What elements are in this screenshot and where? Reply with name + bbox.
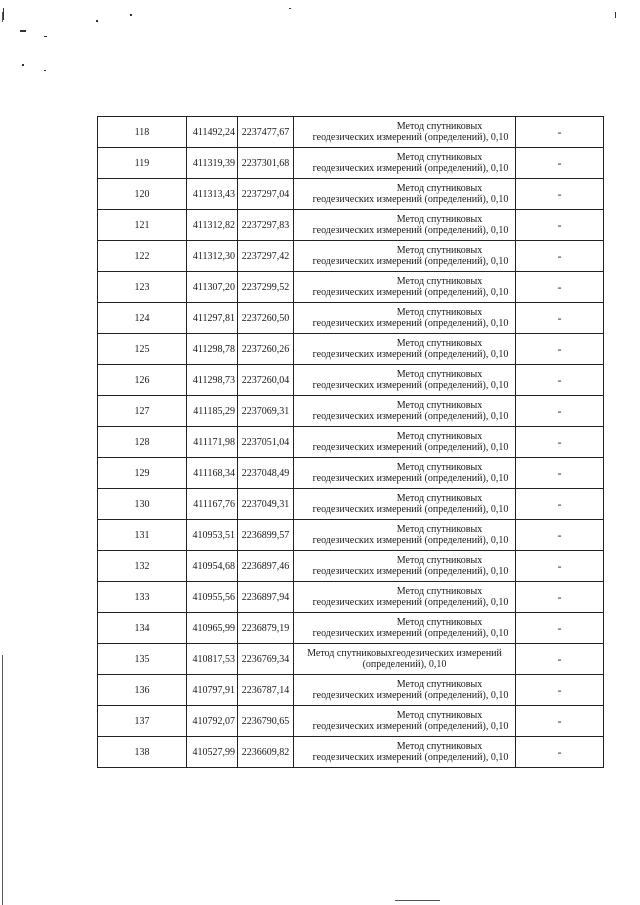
y-coordinate-cell: 2237477,67 xyxy=(238,117,294,148)
y-coordinate-cell: 2236879,19 xyxy=(238,613,294,644)
point-number-cell: 132 xyxy=(98,551,187,582)
table-row xyxy=(98,644,604,675)
x-coordinate-cell: 411312,82 xyxy=(187,210,238,241)
note-cell: - xyxy=(516,396,604,427)
point-number-cell: 128 xyxy=(98,427,187,458)
table-row xyxy=(98,458,604,489)
method-text-line: геодезических измерений (определений), 0,10 xyxy=(312,721,509,732)
table-row xyxy=(98,675,604,706)
table-row xyxy=(98,737,604,768)
method-text-line: геодезических измерений (определений), 0,10 xyxy=(312,628,509,639)
table-row xyxy=(98,117,604,148)
note-cell: - xyxy=(516,272,604,303)
y-coordinate-cell: 2237297,42 xyxy=(238,241,294,272)
method-text-line: Метод спутниковых xyxy=(396,524,483,535)
method-text-line: геодезических измерений (определений), 0,10 xyxy=(312,566,509,577)
note-cell: - xyxy=(516,179,604,210)
y-coordinate-cell: 2237260,50 xyxy=(238,303,294,334)
note-cell: - xyxy=(516,706,604,737)
method-text-line: Метод спутниковых xyxy=(396,214,483,225)
method-text-line: Метод спутниковых xyxy=(396,307,483,318)
coordinates-table xyxy=(97,116,604,768)
method-text-line: Метод спутниковых xyxy=(396,555,483,566)
method-text-line: геодезических измерений (определений), 0,10 xyxy=(312,225,509,236)
y-coordinate-cell: 2236897,46 xyxy=(238,551,294,582)
note-cell: - xyxy=(516,427,604,458)
method-text-line: Метод спутниковыхгеодезических измерений xyxy=(307,648,502,659)
x-coordinate-cell: 410955,56 xyxy=(187,582,238,613)
method-cell xyxy=(294,396,516,427)
table-row xyxy=(98,489,604,520)
method-cell xyxy=(294,303,516,334)
note-cell: - xyxy=(516,210,604,241)
y-coordinate-cell: 2236899,57 xyxy=(238,520,294,551)
note-cell: - xyxy=(516,303,604,334)
note-cell: - xyxy=(516,582,604,613)
table-row xyxy=(98,210,604,241)
table-row xyxy=(98,706,604,737)
x-coordinate-cell: 411168,34 xyxy=(187,458,238,489)
method-cell xyxy=(294,334,516,365)
table-row xyxy=(98,613,604,644)
x-coordinate-cell: 410817,53 xyxy=(187,644,238,675)
method-cell xyxy=(294,644,516,675)
note-cell: - xyxy=(516,675,604,706)
note-cell: - xyxy=(516,458,604,489)
point-number-cell: 130 xyxy=(98,489,187,520)
y-coordinate-cell: 2236790,65 xyxy=(238,706,294,737)
method-text-line: геодезических измерений (определений), 0,10 xyxy=(312,597,509,608)
point-number-cell: 125 xyxy=(98,334,187,365)
y-coordinate-cell: 2236787,14 xyxy=(238,675,294,706)
method-cell xyxy=(294,148,516,179)
point-number-cell: 124 xyxy=(98,303,187,334)
method-cell xyxy=(294,458,516,489)
method-text-line: (определений), 0,10 xyxy=(362,659,447,670)
y-coordinate-cell: 2237301,68 xyxy=(238,148,294,179)
note-cell: - xyxy=(516,551,604,582)
x-coordinate-cell: 411167,76 xyxy=(187,489,238,520)
method-text-line: Метод спутниковых xyxy=(396,338,483,349)
point-number-cell: 134 xyxy=(98,613,187,644)
method-cell xyxy=(294,427,516,458)
point-number-cell: 119 xyxy=(98,148,187,179)
x-coordinate-cell: 411319,39 xyxy=(187,148,238,179)
x-coordinate-cell: 411171,98 xyxy=(187,427,238,458)
x-coordinate-cell: 410965,99 xyxy=(187,613,238,644)
point-number-cell: 136 xyxy=(98,675,187,706)
y-coordinate-cell: 2236609,82 xyxy=(238,737,294,768)
note-cell: - xyxy=(516,644,604,675)
method-cell xyxy=(294,582,516,613)
y-coordinate-cell: 2237048,49 xyxy=(238,458,294,489)
method-text-line: геодезических измерений (определений), 0,10 xyxy=(312,752,509,763)
method-cell xyxy=(294,613,516,644)
method-text-line: геодезических измерений (определений), 0,10 xyxy=(312,411,509,422)
x-coordinate-cell: 410527,99 xyxy=(187,737,238,768)
point-number-cell: 127 xyxy=(98,396,187,427)
scan-edge-line xyxy=(2,655,3,905)
point-number-cell: 122 xyxy=(98,241,187,272)
y-coordinate-cell: 2236769,34 xyxy=(238,644,294,675)
table-row xyxy=(98,179,604,210)
method-text-line: геодезических измерений (определений), 0,10 xyxy=(312,535,509,546)
table-row xyxy=(98,551,604,582)
x-coordinate-cell: 411298,73 xyxy=(187,365,238,396)
method-text-line: геодезических измерений (определений), 0,10 xyxy=(312,380,509,391)
note-cell: - xyxy=(516,334,604,365)
y-coordinate-cell: 2237299,52 xyxy=(238,272,294,303)
point-number-cell: 123 xyxy=(98,272,187,303)
method-text-line: геодезических измерений (определений), 0,10 xyxy=(312,287,509,298)
table-row xyxy=(98,272,604,303)
scan-bottom-mark xyxy=(395,900,440,901)
y-coordinate-cell: 2237297,04 xyxy=(238,179,294,210)
method-text-line: геодезических измерений (определений), 0,10 xyxy=(312,442,509,453)
point-number-cell: 131 xyxy=(98,520,187,551)
method-text-line: Метод спутниковых xyxy=(396,121,483,132)
note-cell: - xyxy=(516,613,604,644)
y-coordinate-cell: 2237049,31 xyxy=(238,489,294,520)
method-cell xyxy=(294,241,516,272)
scan-edge-line xyxy=(2,12,3,22)
method-text-line: геодезических измерений (определений), 0,10 xyxy=(312,473,509,484)
method-cell xyxy=(294,117,516,148)
note-cell: - xyxy=(516,520,604,551)
table-row xyxy=(98,396,604,427)
point-number-cell: 135 xyxy=(98,644,187,675)
point-number-cell: 137 xyxy=(98,706,187,737)
table-row xyxy=(98,241,604,272)
point-number-cell: 138 xyxy=(98,737,187,768)
x-coordinate-cell: 411185,29 xyxy=(187,396,238,427)
point-number-cell: 129 xyxy=(98,458,187,489)
method-text-line: Метод спутниковых xyxy=(396,245,483,256)
method-text-line: Метод спутниковых xyxy=(396,400,483,411)
table-body xyxy=(98,117,604,768)
x-coordinate-cell: 411297,81 xyxy=(187,303,238,334)
method-text-line: Метод спутниковых xyxy=(396,276,483,287)
method-cell xyxy=(294,706,516,737)
note-cell: - xyxy=(516,365,604,396)
method-text-line: геодезических измерений (определений), 0,10 xyxy=(312,132,509,143)
x-coordinate-cell: 411492,24 xyxy=(187,117,238,148)
note-cell: - xyxy=(516,737,604,768)
method-text-line: Метод спутниковых xyxy=(396,741,483,752)
point-number-cell: 118 xyxy=(98,117,187,148)
method-text-line: Метод спутниковых xyxy=(396,431,483,442)
method-text-line: Метод спутниковых xyxy=(396,369,483,380)
note-cell: - xyxy=(516,117,604,148)
table-row xyxy=(98,427,604,458)
method-cell xyxy=(294,210,516,241)
method-text-line: Метод спутниковых xyxy=(396,462,483,473)
x-coordinate-cell: 411298,78 xyxy=(187,334,238,365)
note-cell: - xyxy=(516,148,604,179)
x-coordinate-cell: 411313,43 xyxy=(187,179,238,210)
method-cell xyxy=(294,737,516,768)
x-coordinate-cell: 411307,20 xyxy=(187,272,238,303)
point-number-cell: 133 xyxy=(98,582,187,613)
table-row xyxy=(98,148,604,179)
point-number-cell: 126 xyxy=(98,365,187,396)
x-coordinate-cell: 411312,30 xyxy=(187,241,238,272)
method-text-line: Метод спутниковых xyxy=(396,152,483,163)
table-row xyxy=(98,582,604,613)
y-coordinate-cell: 2236897,94 xyxy=(238,582,294,613)
point-number-cell: 120 xyxy=(98,179,187,210)
point-number-cell: 121 xyxy=(98,210,187,241)
method-text-line: Метод спутниковых xyxy=(396,679,483,690)
table-row xyxy=(98,303,604,334)
method-cell xyxy=(294,551,516,582)
method-text-line: Метод спутниковых xyxy=(396,493,483,504)
method-text-line: геодезических измерений (определений), 0,10 xyxy=(312,690,509,701)
x-coordinate-cell: 410954,68 xyxy=(187,551,238,582)
table-row xyxy=(98,365,604,396)
method-text-line: геодезических измерений (определений), 0,10 xyxy=(312,163,509,174)
method-text-line: Метод спутниковых xyxy=(396,183,483,194)
method-text-line: геодезических измерений (определений), 0,10 xyxy=(312,349,509,360)
method-cell xyxy=(294,179,516,210)
method-text-line: Метод спутниковых xyxy=(396,586,483,597)
y-coordinate-cell: 2237051,04 xyxy=(238,427,294,458)
y-coordinate-cell: 2237069,31 xyxy=(238,396,294,427)
method-cell xyxy=(294,272,516,303)
method-cell xyxy=(294,520,516,551)
note-cell: - xyxy=(516,241,604,272)
method-text-line: Метод спутниковых xyxy=(396,710,483,721)
method-text-line: геодезических измерений (определений), 0,10 xyxy=(312,194,509,205)
method-text-line: Метод спутниковых xyxy=(396,617,483,628)
method-cell xyxy=(294,365,516,396)
x-coordinate-cell: 410792,07 xyxy=(187,706,238,737)
method-text-line: геодезических измерений (определений), 0,10 xyxy=(312,504,509,515)
method-cell xyxy=(294,489,516,520)
x-coordinate-cell: 410797,91 xyxy=(187,675,238,706)
note-cell: - xyxy=(516,489,604,520)
method-cell xyxy=(294,675,516,706)
y-coordinate-cell: 2237297,83 xyxy=(238,210,294,241)
method-text-line: геодезических измерений (определений), 0,10 xyxy=(312,318,509,329)
y-coordinate-cell: 2237260,04 xyxy=(238,365,294,396)
y-coordinate-cell: 2237260,26 xyxy=(238,334,294,365)
method-text-line: геодезических измерений (определений), 0,10 xyxy=(312,256,509,267)
x-coordinate-cell: 410953,51 xyxy=(187,520,238,551)
table-row xyxy=(98,520,604,551)
table-row xyxy=(98,334,604,365)
